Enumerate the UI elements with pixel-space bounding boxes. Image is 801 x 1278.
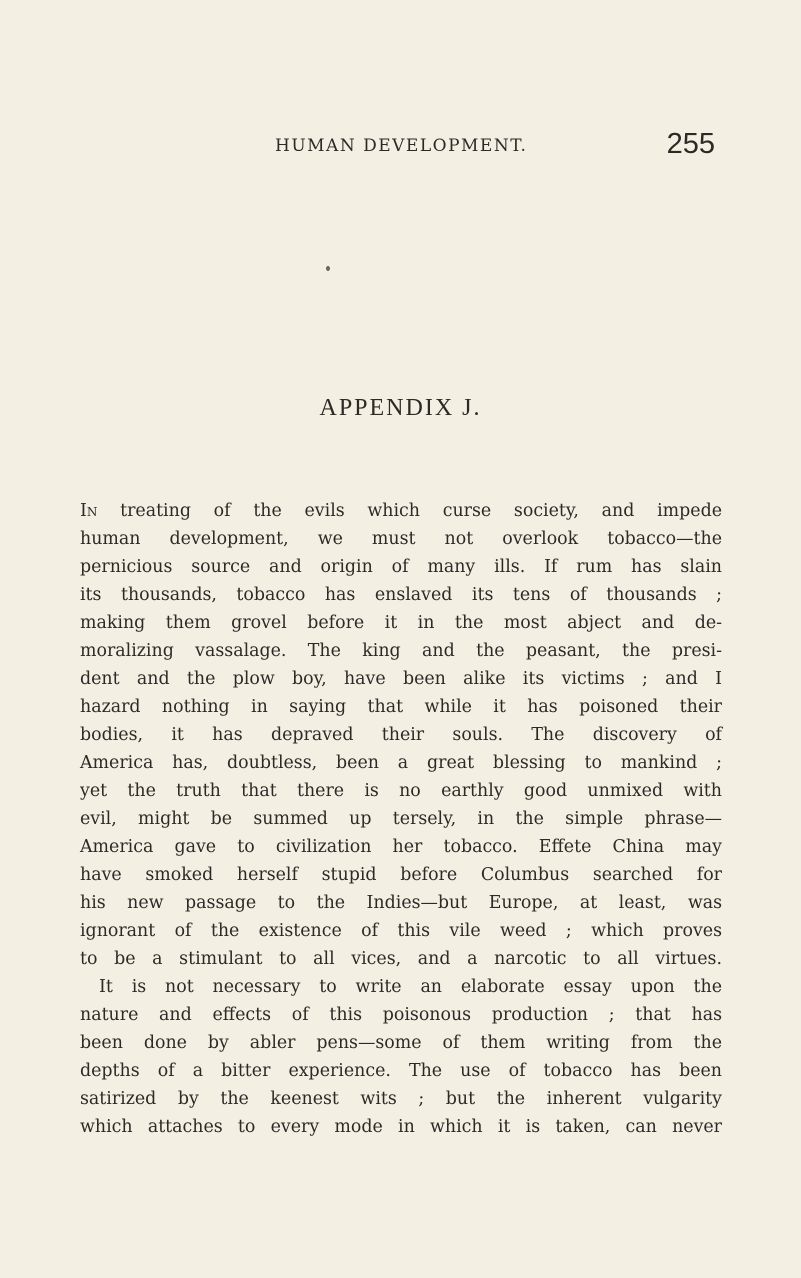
paragraph-line: making them grovel before it in the most abject and de- bbox=[80, 613, 722, 633]
paragraph-line: been done by abler pens—some of them writing from the bbox=[80, 1033, 722, 1053]
running-title: HUMAN DEVELOPMENT. bbox=[275, 136, 528, 156]
paragraph-line: to be a stimulant to all vices, and a narcotic to all virtues. bbox=[80, 949, 722, 969]
page-number: 255 bbox=[666, 128, 715, 160]
paragraph-line: pernicious source and origin of many ills. If rum has slain bbox=[80, 557, 722, 577]
paragraph-line: moralizing vassalage. The king and the peasant, the presi- bbox=[80, 641, 722, 661]
paragraph-line: human development, we must not overlook tobacco—the bbox=[80, 529, 722, 549]
paragraph-line: bodies, it has depraved their souls. The discovery of bbox=[80, 725, 722, 745]
paragraph-line: America has, doubtless, been a great blessing to mankind ; bbox=[80, 753, 722, 773]
ink-speck bbox=[326, 266, 330, 271]
paragraph-line: It is not necessary to write an elaborate essay upon the bbox=[99, 977, 722, 997]
paragraph-line: nature and effects of this poisonous production ; that has bbox=[80, 1005, 722, 1025]
paragraph-line: his new passage to the Indies—but Europe, at least, was bbox=[80, 893, 722, 913]
paragraph-line: which attaches to every mode in which it is taken, can never bbox=[80, 1117, 722, 1137]
body-text bbox=[80, 497, 722, 1141]
paragraph-line: depths of a bitter experience. The use of tobacco has been bbox=[80, 1061, 722, 1081]
paragraph-line: America gave to civilization her tobacco. Effete China may bbox=[80, 837, 722, 857]
paragraph-line: In treating of the evils which curse society, and impede bbox=[80, 501, 722, 521]
paragraph-line: its thousands, tobacco has enslaved its tens of thousands ; bbox=[80, 585, 722, 605]
paragraph-line: evil, might be summed up tersely, in the simple phrase— bbox=[80, 809, 722, 829]
appendix-heading: APPENDIX J. bbox=[319, 395, 482, 421]
paragraph-line: have smoked herself stupid before Columbus searched for bbox=[80, 865, 722, 885]
paragraph-line: satirized by the keenest wits ; but the inherent vulgarity bbox=[80, 1089, 722, 1109]
paragraph-line: ignorant of the existence of this vile weed ; which proves bbox=[80, 921, 722, 941]
paragraph-line: hazard nothing in saying that while it has poisoned their bbox=[80, 697, 722, 717]
paragraph-line: dent and the plow boy, have been alike its victims ; and I bbox=[80, 669, 722, 689]
running-head bbox=[275, 128, 715, 160]
opening-word: In bbox=[80, 501, 98, 521]
paragraph-line: yet the truth that there is no earthly good unmixed with bbox=[80, 781, 722, 801]
